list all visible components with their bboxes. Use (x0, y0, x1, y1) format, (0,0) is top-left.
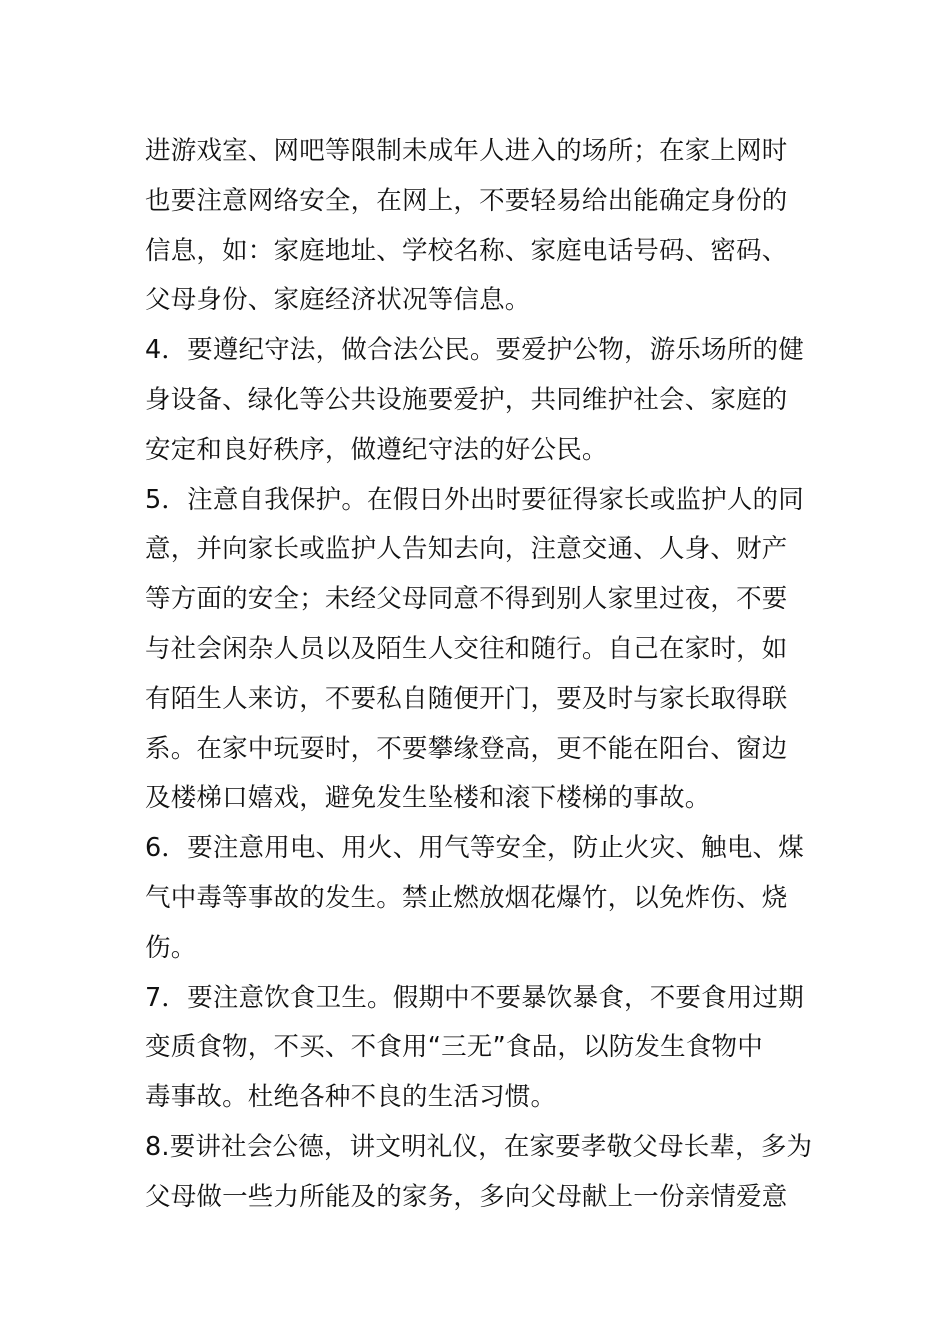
text-line: 8.要讲社会公德，讲文明礼仪，在家要孝敬父母长辈，多为 (145, 1131, 813, 1162)
text-line: 身设备、绿化等公共设施要爱护，共同维护社会、家庭的 (145, 384, 788, 415)
text-line: 变质食物，不买、不食用“三无”食品，以防发生食物中 (145, 1032, 763, 1063)
text-line: 及楼梯口嬉戏，避免发生坠楼和滚下楼梯的事故。 (145, 783, 711, 814)
text-line: 进游戏室、网吧等限制未成年人进入的场所；在家上网时 (145, 136, 788, 166)
text-line: 5．注意自我保护。在假日外出时要征得家长或监护人的同 (145, 484, 804, 515)
text-line: 有陌生人来访，不要私自随便开门，要及时与家长取得联 (145, 683, 788, 714)
text-line: 父母做一些力所能及的家务，多向父母献上一份亲情爱意 (145, 1181, 788, 1212)
text-line: 安定和良好秩序，做遵纪守法的好公民。 (145, 434, 608, 465)
document-body (145, 127, 825, 1223)
text-line: 与社会闲杂人员以及陌生人交往和随行。自己在家时，如 (145, 633, 788, 664)
text-line: 父母身份、家庭经济状况等信息。 (145, 285, 531, 316)
text-line: 7．要注意饮食卫生。假期中不要暴饮暴食，不要食用过期 (145, 982, 804, 1013)
text-line: 系。在家中玩耍时，不要攀缘登高，更不能在阳台、窗边 (145, 733, 788, 764)
text-line: 气中毒等事故的发生。禁止燃放烟花爆竹，以免炸伤、烧 (145, 882, 788, 913)
text-line: 信息，如：家庭地址、学校名称、家庭电话号码、密码、 (145, 235, 788, 266)
text-line: 毒事故。杜绝各种不良的生活习惯。 (145, 1082, 557, 1113)
text-line: 等方面的安全；未经父母同意不得到别人家里过夜，不要 (145, 584, 788, 615)
text-line: 4．要遵纪守法，做合法公民。要爱护公物，游乐场所的健 (145, 335, 804, 366)
text-line: 意，并向家长或监护人告知去向，注意交通、人身、财产 (145, 534, 788, 565)
text-line: 伤。 (145, 932, 197, 963)
text-line: 也要注意网络安全，在网上，不要轻易给出能确定身份的 (145, 185, 788, 216)
text-line: 6．要注意用电、用火、用气等安全，防止火灾、触电、煤 (145, 833, 804, 864)
